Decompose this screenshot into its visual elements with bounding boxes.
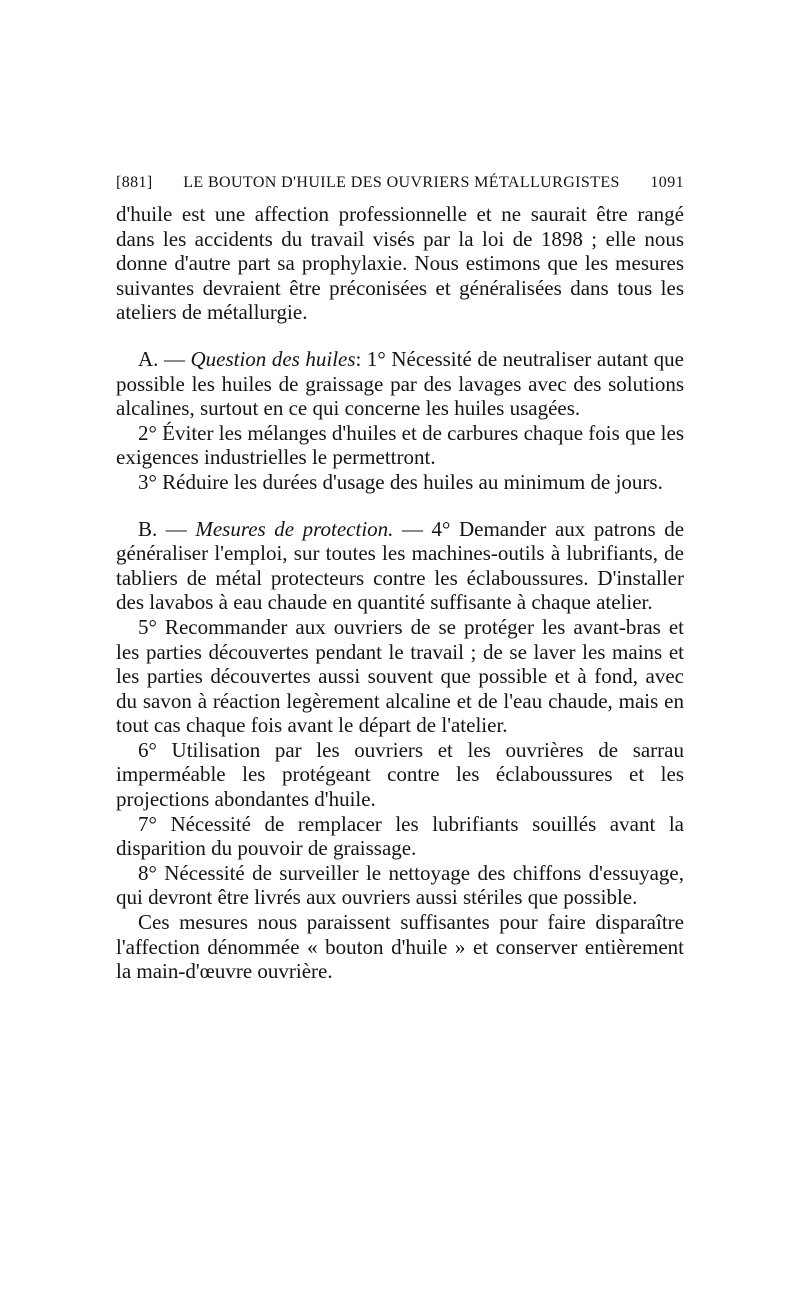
section-spacer xyxy=(116,495,684,517)
section-b-item-5: 5° Recommander aux ouvriers de se protéger les avant-bras et les parties découvertes pendant le travail ; de se laver les mains et les parties découvertes aussi souvent que possible et à fond, avec du savon à réaction legèrement alcaline et de l'eau chaude, mais en tout cas chaque fois avant le départ de l'atelier. xyxy=(116,614,684,738)
section-a-label: A. — xyxy=(138,346,185,371)
intro-paragraph: d'huile est une affection professionnelle et ne saurait être rangé dans les accidents du travail visés par la loi de 1898 ; elle nous donne d'autre part sa prophylaxie. Nous estimons que les mesures suivantes devraient être préconisées et généralisées dans tous les ateliers de métallurgie. xyxy=(116,202,684,325)
section-spacer xyxy=(116,325,684,347)
section-b-heading: Mesures de protection. xyxy=(195,516,394,541)
section-a-item-3: 3° Réduire les durées d'usage des huiles au minimum de jours. xyxy=(138,469,663,494)
running-title: LE BOUTON D'HUILE DES OUVRIERS MÉTALLURGISTES xyxy=(183,174,620,191)
section-a-item-1 xyxy=(116,347,684,421)
section-b-label: B. — xyxy=(138,516,187,541)
conclusion-paragraph: Ces mesures nous paraissent suffisantes pour faire disparaître l'affection dénommée « bouton d'huile » et conserver entièrement la main-d'œuvre ouvrière. xyxy=(116,910,684,984)
section-a-item-1-text: : 1° Nécessité de neutraliser autant que possible les huiles de graissage par des lavages avec des solutions alcalines, surtout en ce qui concerne les huiles usagées. xyxy=(116,346,684,421)
section-b-item-7: 7° Nécessité de remplacer les lubrifiants souillés avant la disparition du pouvoir de graissage. xyxy=(116,811,684,861)
body-text xyxy=(116,202,684,984)
section-b-item-4-text: — 4° Demander aux patrons de généraliser l'emploi, sur toutes les machines-outils à lubrifiants, de tabliers de métal protecteurs contre les éclaboussures. D'installer des lavabos à eau chaude en quantité suffisante à chaque atelier. xyxy=(116,516,685,615)
running-head xyxy=(116,172,684,194)
section-a-heading: Question des huiles xyxy=(190,346,356,371)
page-reference: [881] xyxy=(116,174,153,191)
section-b-item-8: 8° Nécessité de surveiller le nettoyage des chiffons d'essuyage, qui devront être livrés aux ouvriers aussi stériles que possible. xyxy=(116,860,684,910)
section-b-item-6: 6° Utilisation par les ouvriers et les ouvrières de sarrau imperméable les protégeant contre les éclaboussures et les projections abondantes d'huile. xyxy=(116,737,684,812)
section-b-item-4 xyxy=(116,517,684,615)
section-a-item-2: 2° Éviter les mélanges d'huiles et de carbures chaque fois que les exigences industrielles le permettront. xyxy=(116,420,684,470)
page-number: 1091 xyxy=(650,174,684,191)
document-page xyxy=(116,172,684,984)
